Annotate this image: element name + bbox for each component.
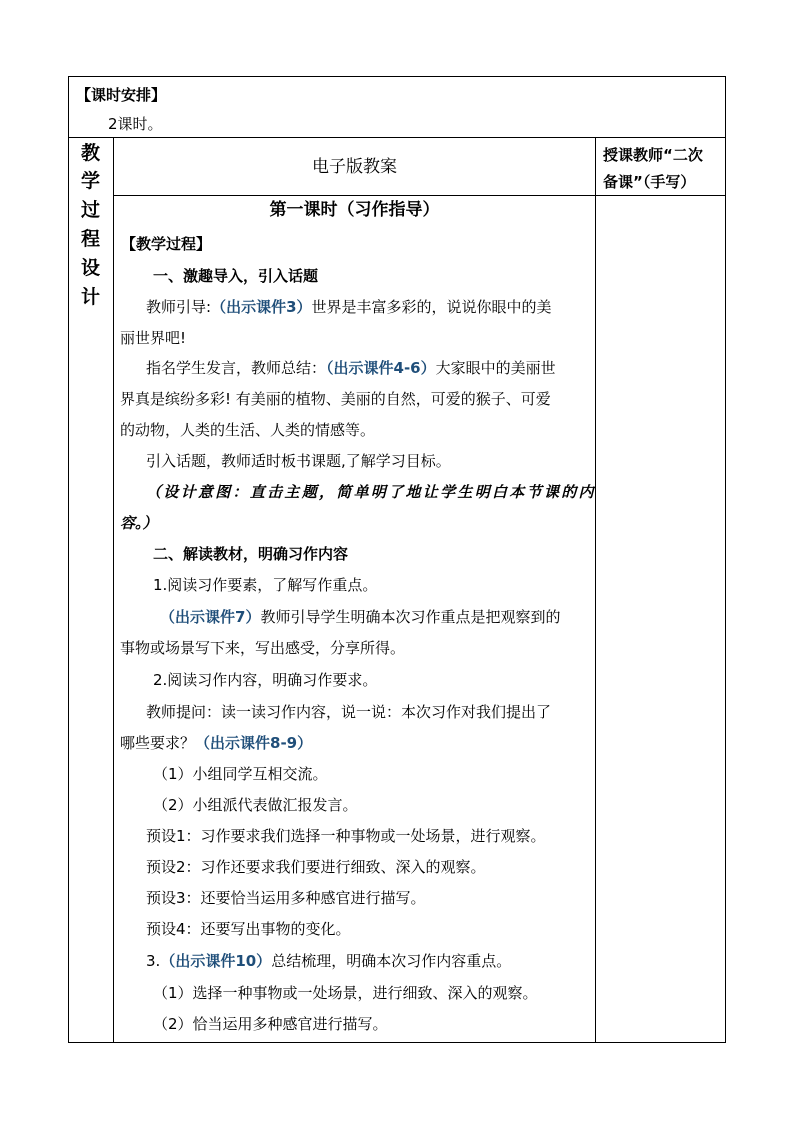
side-heading-char-3: 过 [80, 199, 100, 221]
process-label: 【教学过程】 [121, 235, 212, 253]
courseware-ref-7: （出示课件7） [160, 608, 261, 626]
para-5-line-2: 事物或场景写下来，写出感受，分享所得。 [120, 639, 406, 657]
header-center: 电子版教案 [312, 157, 397, 177]
section-2-heading: 二、解读教材，明确习作内容 [153, 545, 349, 563]
para-5-line-1: （出示课件7）教师引导学生明确本次习作重点是把观察到的 [160, 608, 561, 626]
courseware-ref-3: （出示课件3） [211, 298, 312, 316]
schedule-value: 2课时。 [108, 115, 163, 133]
para-2-line-2: 界真是缤纷多彩! 有美丽的植物、美丽的自然，可爱的猴子、可爱 [120, 390, 551, 408]
para-2-line-1: 指名学生发言，教师总结：（出示课件4-6）大家眼中的美丽世 [146, 359, 556, 377]
row-divider-schedule [68, 137, 726, 138]
courseware-ref-10: （出示课件10） [160, 952, 272, 970]
para-3: 引入话题，教师适时板书课题,了解学习目标。 [146, 452, 451, 470]
design-intent-line-1: （设计意图：直击主题，简单明了地让学生明白本节课的内 [146, 483, 596, 501]
lesson-title: 第一课时（习作指导） [269, 200, 440, 220]
side-heading-char-5: 设 [80, 257, 100, 279]
side-heading-char-6: 计 [80, 286, 100, 308]
item-1: 1.阅读习作要素，了解写作重点。 [153, 576, 378, 594]
header-right-line2: 备课”（手写） [603, 173, 696, 191]
section-1-heading: 一、激趣导入，引入话题 [153, 267, 319, 285]
row-divider-header [113, 195, 726, 196]
col-divider-left [113, 137, 114, 1043]
para-6-line-1: 教师提问：读一读习作内容，说一说：本次习作对我们提出了 [146, 703, 552, 721]
preset-4: 预设4：还要写出事物的变化。 [146, 920, 351, 938]
side-heading-char-4: 程 [80, 228, 100, 250]
schedule-label: 【课时安排】 [76, 86, 167, 104]
preset-3: 预设3：还要恰当运用多种感官进行描写。 [146, 889, 426, 907]
summary-1: （1）选择一种事物或一处场景，进行细致、深入的观察。 [153, 984, 538, 1002]
preset-2: 预设2：习作还要求我们要进行细致、深入的观察。 [146, 858, 486, 876]
summary-2: （2）恰当运用多种感官进行描写。 [153, 1015, 388, 1033]
preset-1: 预设1：习作要求我们选择一种事物或一处场景，进行观察。 [146, 827, 546, 845]
sub-item-2: （2）小组派代表做汇报发言。 [153, 796, 358, 814]
sub-item-1: （1）小组同学互相交流。 [153, 765, 328, 783]
item-3: 3.（出示课件10）总结梳理，明确本次习作内容重点。 [146, 952, 512, 970]
col-divider-right [595, 137, 596, 1043]
para-2-line-3: 的动物，人类的生活、人类的情感等。 [120, 421, 376, 439]
courseware-ref-4-6: （出示课件4-6） [326, 359, 436, 377]
side-heading-char-2: 学 [80, 170, 100, 192]
header-right-line1: 授课教师“二次 [603, 146, 703, 164]
para-1-line-2: 丽世界吧! [120, 329, 187, 347]
item-2: 2.阅读习作内容，明确习作要求。 [153, 671, 378, 689]
design-intent-line-2: 容。） [120, 514, 158, 532]
courseware-ref-8-9: （出示课件8-9） [195, 734, 313, 752]
para-6-line-2: 哪些要求？（出示课件8-9） [120, 734, 313, 752]
side-heading-char-1: 教 [80, 142, 100, 164]
para-1-line-1: 教师引导:（出示课件3）世界是丰富多彩的，说说你眼中的美 [146, 298, 552, 316]
